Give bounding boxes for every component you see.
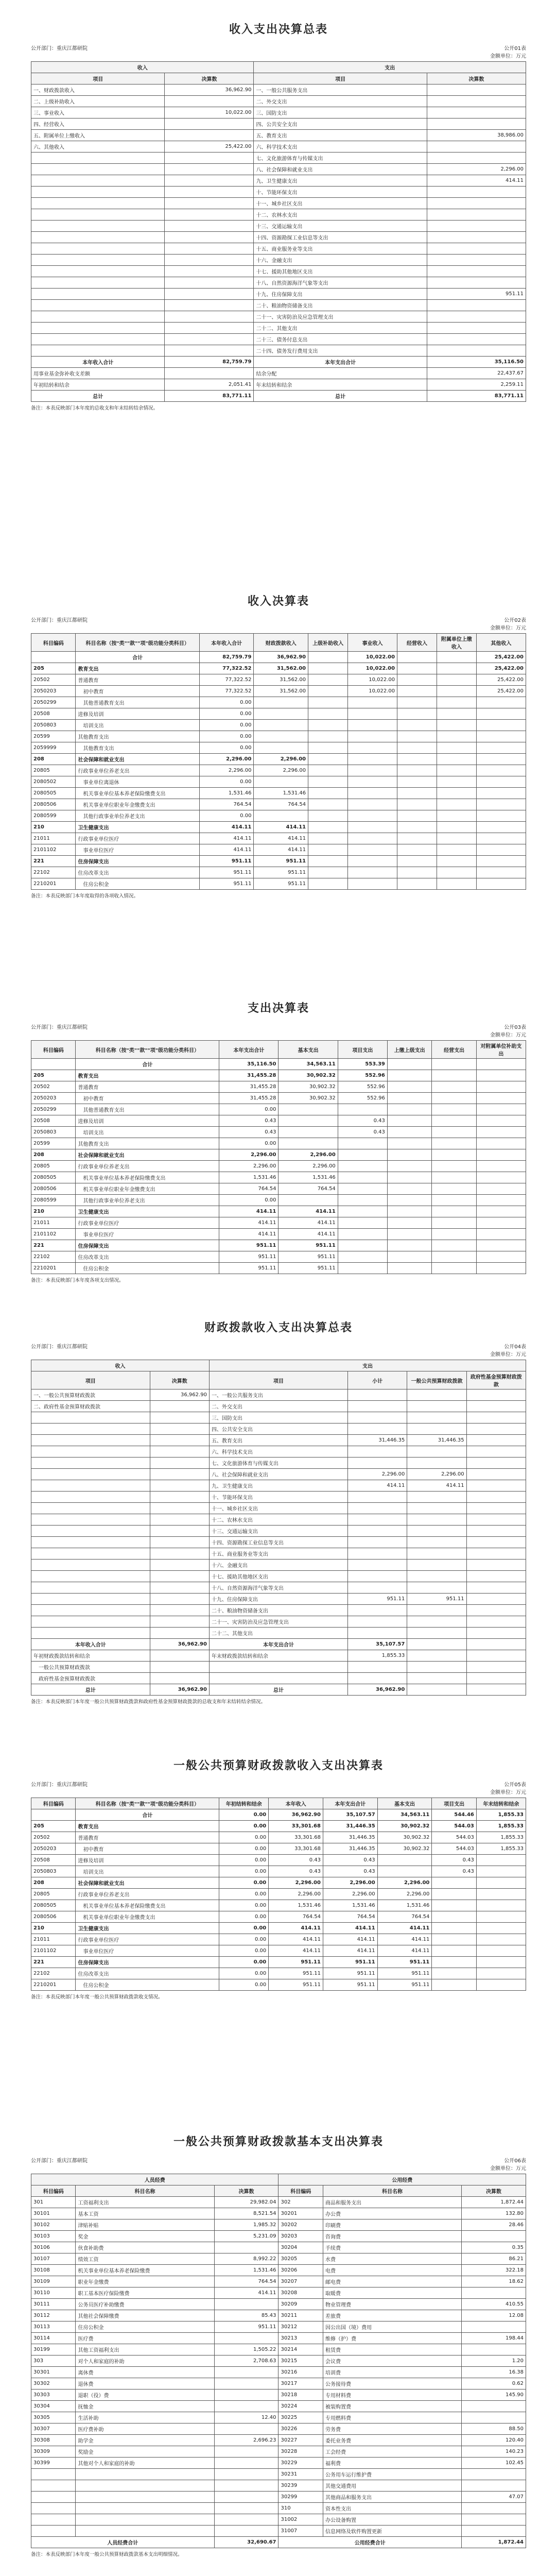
table-body xyxy=(31,84,526,357)
table-row: 30302 退休费 30217 公务接待费 0.62 xyxy=(31,2378,526,2389)
table-row: 310 资本性支出 xyxy=(31,2503,526,2514)
table-row: 八、社会保障和就业支出 2,296.00 2,296.00 xyxy=(31,1469,526,1480)
sheet-title: 收入支出决算总表 xyxy=(229,23,328,36)
table-row: 20508 进修及培训 0.00 xyxy=(31,708,526,720)
table-row: 一、财政拨款收入 36,962.90 一、一般公共服务支出 xyxy=(31,84,526,96)
sheet-meta xyxy=(31,1023,526,1038)
form-code: 公开02表 xyxy=(504,618,526,623)
form-meta xyxy=(490,2156,526,2172)
col-header: 事业收入 xyxy=(348,634,397,652)
table-row: 20502 普通教育 31,455.28 30,902.32 552.96 xyxy=(31,1081,526,1093)
col-item: 项目 xyxy=(31,73,165,84)
table-row: 本年收入合计 36,962.90 本年支出合计 35,107.57 xyxy=(31,1639,526,1650)
table-row: 2080505 机关事业单位基本养老保险缴费支出 1,531.46 1,531.46 xyxy=(31,1172,526,1183)
table-row: 三、事业收入 10,022.00 三、国防支出 xyxy=(31,107,526,118)
form-code: 公开05表 xyxy=(504,1782,526,1788)
table-row: 20502 普通教育 0.00 33,301.68 31,446.35 30,902.32 544.03 1,855.33 xyxy=(31,1832,526,1843)
table-row: 年初财政拨款结转和结余 年末财政拨款结转和结余 1,855.33 xyxy=(31,1650,526,1662)
table-row: 二十、粮油物资储备支出 xyxy=(31,1605,526,1616)
col-amount: 决算数 xyxy=(462,2185,526,2197)
table-row: 20508 进修及培训 0.43 0.43 xyxy=(31,1115,526,1127)
table-row: 30239 其他交通费用 xyxy=(31,2480,526,2492)
table-row: 303 对个人和家庭的补助 2,708.63 30215 会议费 1.20 xyxy=(31,2355,526,2367)
table-row: 2050299 其他普通教育支出 0.00 xyxy=(31,1104,526,1115)
table-row: 九、卫生健康支出 414.11 414.11 xyxy=(31,1480,526,1492)
table-row: 六、其他收入 25,422.00 六、科学技术支出 xyxy=(31,141,526,152)
unit-label: 公开部门：重庆江都研院 xyxy=(31,1025,88,1030)
table-row: 2101102 事业单位医疗 414.11 414.11 xyxy=(31,1229,526,1240)
col-header: 上级补助收入 xyxy=(308,634,348,652)
table-row: 22102 住房改革支出 951.11 951.11 xyxy=(31,1251,526,1263)
table-row: 2080505 机关事业单位基本养老保险缴费支出 0.00 1,531.46 1,531.46 1,531.46 xyxy=(31,1900,526,1911)
table-row: 210 卫生健康支出 0.00 414.11 414.11 414.11 xyxy=(31,1923,526,1934)
table-row: 20805 行政事业单位养老支出 2,296.00 2,296.00 xyxy=(31,765,526,776)
table-row: 30101 基本工资 8,521.54 30201 办公费 132.80 xyxy=(31,2208,526,2219)
money-unit: 金额单位：万元 xyxy=(490,1032,526,1038)
col-header: 其他收入 xyxy=(476,634,526,652)
sheet-meta xyxy=(31,2156,526,2172)
sheet-note: 备注：本表反映部门本年度取得的各项收入情况。 xyxy=(31,893,139,899)
col-header: 年初结转和结余 xyxy=(219,1798,269,1809)
sheet-note: 备注：本表反映部门本年度各项支出情况。 xyxy=(31,1278,124,1283)
sheet-income-detail xyxy=(31,592,526,899)
table-row: 2210201 住房公积金 951.11 951.11 xyxy=(31,1263,526,1274)
table-row: 合计 35,116.50 34,563.11 553.39 xyxy=(31,1059,526,1070)
table-row: 十九、住房保障支出 951.11 xyxy=(31,289,526,300)
col-amount: 决算数 xyxy=(165,73,254,84)
table-row: 20805 行政事业单位养老支出 0.00 2,296.00 2,296.00 2,296.00 xyxy=(31,1889,526,1900)
sheet-income-expense-summary xyxy=(31,21,526,411)
table-footer xyxy=(31,2537,526,2548)
table-row: 30112 其他社会保障缴费 85.43 30211 差旅费 12.08 xyxy=(31,2310,526,2321)
table-body xyxy=(31,2197,526,2537)
table-row: 30114 医疗费 30213 维修（护）费 198.44 xyxy=(31,2333,526,2344)
table-row: 21011 行政事业单位医疗 414.11 414.11 xyxy=(31,833,526,844)
table-row: 22102 住房改革支出 0.00 951.11 951.11 951.11 xyxy=(31,1968,526,1979)
expense-header: 支出 xyxy=(209,1360,526,1371)
form-code: 公开03表 xyxy=(504,1025,526,1030)
table-footer xyxy=(31,1639,526,1696)
col-code: 科目编码 xyxy=(31,2185,76,2197)
col-header: 本年收入合计 xyxy=(199,634,254,652)
money-unit: 金额单位：万元 xyxy=(490,625,526,631)
sheet-basic-expense xyxy=(31,2133,526,2557)
general-budget-table xyxy=(31,1798,526,1991)
table-row: 2050203 初中教育 31,455.28 30,902.32 552.96 xyxy=(31,1093,526,1104)
unit-label: 公开部门：重庆江都研院 xyxy=(31,618,88,623)
table-row: 2050203 初中教育 77,322.52 31,562.00 10,022.00 25,422.00 xyxy=(31,686,526,697)
table-row: 政府性基金预算财政拨款 xyxy=(31,1673,526,1684)
table-row: 30110 职工基本医疗保险缴费 414.11 30208 取暖费 xyxy=(31,2287,526,2299)
table-row: 30107 绩效工资 8,992.22 30205 水费 86.21 xyxy=(31,2253,526,2265)
table-row: 二、政府性基金预算财政拨款 二、外交支出 xyxy=(31,1401,526,1412)
table-row: 十二、农林水支出 xyxy=(31,209,526,221)
form-meta xyxy=(490,44,526,59)
table-row: 2050803 培训支出 0.00 0.43 0.43 0.43 xyxy=(31,1866,526,1877)
table-row: 总计 36,962.90 总计 36,962.90 xyxy=(31,1684,526,1696)
col-header: 对附属单位补助支出 xyxy=(476,1041,526,1059)
col-header: 项目支出 xyxy=(338,1041,387,1059)
table-row: 2050803 培训支出 0.00 xyxy=(31,720,526,731)
table-row: 21011 行政事业单位医疗 0.00 414.11 414.11 414.11 xyxy=(31,1934,526,1945)
table-row: 30303 退职（役）费 30218 专用材料费 145.90 xyxy=(31,2389,526,2401)
sheet-meta xyxy=(31,1780,526,1795)
table-row: 2101102 事业单位医疗 0.00 414.11 414.11 414.11 xyxy=(31,1945,526,1957)
table-row: 合计 82,759.79 36,962.90 10,022.00 25,422.00 xyxy=(31,652,526,663)
table-row: 21011 行政事业单位医疗 414.11 414.11 xyxy=(31,1217,526,1229)
money-unit: 金额单位：万元 xyxy=(490,54,526,59)
table-row: 一般公共预算财政拨款 xyxy=(31,1662,526,1673)
income-header: 收入 xyxy=(31,62,254,73)
col-header: 附属单位上缴收入 xyxy=(437,634,476,652)
table-row: 208 社会保障和就业支出 2,296.00 2,296.00 xyxy=(31,1149,526,1161)
table-row: 十、节能环保支出 xyxy=(31,187,526,198)
form-code: 公开04表 xyxy=(504,1344,526,1350)
table-row: 二十一、灾害防治及应急管理支出 xyxy=(31,1616,526,1628)
table-row: 30308 助学金 2,696.23 30227 委托业务费 120.40 xyxy=(31,2435,526,2446)
income-table xyxy=(31,633,526,890)
col-header: 经营支出 xyxy=(432,1041,476,1059)
col-general-budget: 一般公共预算财政拨款 xyxy=(407,1371,466,1389)
col-code: 科目编码 xyxy=(31,1798,76,1809)
col-fund-budget: 政府性基金预算财政拨款 xyxy=(466,1371,526,1389)
sheet-expense-detail xyxy=(31,999,526,1283)
table-row: 2080505 机关事业单位基本养老保险缴费支出 1,531.46 1,531.46 xyxy=(31,788,526,799)
table-row: 十八、自然资源海洋气象等支出 xyxy=(31,1582,526,1594)
unit-label: 公开部门：重庆江都研院 xyxy=(31,1782,88,1788)
table-row: 2210201 住房公积金 951.11 951.11 xyxy=(31,878,526,890)
sheet-note: 备注：本表反映部门本年度的总收支和年末结转结余情况。 xyxy=(31,405,159,411)
unit-label: 公开部门：重庆江都研院 xyxy=(31,2158,88,2164)
table-row: 30199 其他工资福利支出 1,505.22 30214 租赁费 xyxy=(31,2344,526,2355)
table-row: 2080506 机关事业单位职业年金缴费支出 0.00 764.54 764.54 764.54 xyxy=(31,1911,526,1923)
table-row: 2080502 事业单位离退休 0.00 xyxy=(31,776,526,788)
col-header: 本年支出合计 xyxy=(323,1798,377,1809)
table-row: 2101102 事业单位医疗 414.11 414.11 xyxy=(31,844,526,856)
table-row: 年初结转和结余 2,051.41 年末结转和结余 2,259.11 xyxy=(31,379,526,391)
table-row: 30301 离休费 30216 培训费 16.38 xyxy=(31,2367,526,2378)
col-name: 科目名称（按"类""款""项"级功能分类科目） xyxy=(76,1798,219,1809)
income-header: 收入 xyxy=(31,1360,210,1371)
sheet-meta xyxy=(31,44,526,59)
col-header: 年末结转和结余 xyxy=(476,1798,526,1809)
table-row: 30106 伙食补助费 30204 手续费 0.35 xyxy=(31,2242,526,2253)
form-code: 公开01表 xyxy=(504,46,526,52)
col-header: 基本支出 xyxy=(377,1798,432,1809)
table-row: 十一、城乡社区支出 xyxy=(31,198,526,209)
col-name: 科目名称 xyxy=(323,2185,461,2197)
unit-label: 公开部门：重庆江都研院 xyxy=(31,1344,88,1350)
col-code: 科目编码 xyxy=(31,634,76,652)
public-header: 公用经费 xyxy=(278,2174,526,2185)
table-row: 十六、金融支出 xyxy=(31,255,526,266)
table-row: 用事业基金弥补收支差额 结余分配 22,437.67 xyxy=(31,368,526,379)
form-meta xyxy=(490,616,526,631)
table-row: 30103 奖金 5,231.09 30203 咨询费 xyxy=(31,2231,526,2242)
sheet-note: 备注：本表反映部门本年度一般公共预算财政拨款基本支出明细情况。 xyxy=(31,2552,183,2557)
personnel-header: 人员经费 xyxy=(31,2174,278,2185)
table-row: 30113 住房公积金 951.11 30212 因公出国（境）费用 xyxy=(31,2321,526,2333)
col-header: 本年支出合计 xyxy=(219,1041,278,1059)
col-code: 科目编码 xyxy=(31,1041,76,1059)
table-row: 2210201 住房公积金 0.00 951.11 951.11 951.11 xyxy=(31,1979,526,1991)
table-row: 十七、援助其他地区支出 xyxy=(31,1571,526,1582)
sheet-fiscal-summary xyxy=(31,1319,526,1705)
table-row: 十五、商业服务业等支出 xyxy=(31,243,526,255)
table-row: 九、卫生健康支出 414.11 xyxy=(31,175,526,187)
table-row: 总计 83,771.11 总计 83,771.11 xyxy=(31,391,526,402)
table-row: 20502 普通教育 77,322.52 31,562.00 10,022.00 25,422.00 xyxy=(31,674,526,686)
col-header: 项目支出 xyxy=(432,1798,476,1809)
table-row: 二、上级补助收入 二、外交支出 xyxy=(31,96,526,107)
table-body xyxy=(31,652,526,890)
table-row: 208 社会保障和就业支出 0.00 2,296.00 2,296.00 2,296.00 xyxy=(31,1877,526,1889)
col-name: 科目名称 xyxy=(76,2185,214,2197)
table-row: 一、一般公共预算财政拨款 36,962.90 一、一般公共服务支出 xyxy=(31,1389,526,1401)
table-row: 2080599 其他行政事业单位养老支出 0.00 xyxy=(31,810,526,822)
col-header: 财政拨款收入 xyxy=(254,634,308,652)
table-row: 十、节能环保支出 xyxy=(31,1492,526,1503)
sheet-title: 收入决算表 xyxy=(247,595,309,608)
table-row: 二十二、其他支出 xyxy=(31,323,526,334)
table-row: 五、教育支出 31,446.35 31,446.35 xyxy=(31,1435,526,1446)
col-name: 科目名称（按"类""款""项"级功能分类科目） xyxy=(76,634,199,652)
table-row: 30309 奖励金 30228 工会经费 140.23 xyxy=(31,2446,526,2458)
table-row: 二十二、其他支出 xyxy=(31,1628,526,1639)
table-row: 30299 其他商品和服务支出 47.07 xyxy=(31,2492,526,2503)
table-row: 221 住房保障支出 951.11 951.11 xyxy=(31,856,526,867)
table-row: 2050803 培训支出 0.43 0.43 xyxy=(31,1127,526,1138)
col-item: 项目 xyxy=(254,73,427,84)
table-row: 30399 其他对个人和家庭的补助 30229 福利费 102.45 xyxy=(31,2458,526,2469)
table-body xyxy=(31,1809,526,1991)
table-row: 20805 行政事业单位养老支出 2,296.00 2,296.00 xyxy=(31,1161,526,1172)
table-row: 十九、住房保障支出 951.11 951.11 xyxy=(31,1594,526,1605)
col-subtotal: 小计 xyxy=(348,1371,407,1389)
sheet-title: 财政拨款收入支出决算总表 xyxy=(204,1321,353,1334)
table-row: 2080506 机关事业单位职业年金缴费支出 764.54 764.54 xyxy=(31,1183,526,1195)
basic-expense-table xyxy=(31,2174,526,2548)
table-row: 20599 其他教育支出 0.00 xyxy=(31,1138,526,1149)
form-meta xyxy=(490,1342,526,1358)
col-item: 项目 xyxy=(31,1371,150,1389)
table-row: 人员经费合计 32,690.67 公用经费合计 1,872.44 xyxy=(31,2537,526,2548)
col-header: 经营收入 xyxy=(397,634,437,652)
sheet-title: 支出决算表 xyxy=(247,1002,309,1015)
form-meta xyxy=(490,1023,526,1038)
col-name: 科目名称（按"类""款""项"级功能分类科目） xyxy=(76,1041,219,1059)
table-row: 22102 住房改革支出 951.11 951.11 xyxy=(31,867,526,878)
table-row: 五、附属单位上缴收入 五、教育支出 38,986.00 xyxy=(31,130,526,141)
table-row: 30307 医疗费补助 30226 劳务费 88.50 xyxy=(31,2424,526,2435)
table-row: 205 教育支出 0.00 33,301.68 31,446.35 30,902.32 544.03 1,855.33 xyxy=(31,1821,526,1832)
summary-table xyxy=(31,61,526,402)
table-row: 30305 生活补助 12.40 30225 专用燃料费 xyxy=(31,2412,526,2424)
table-row: 2050299 其他普通教育支出 0.00 xyxy=(31,697,526,708)
table-row: 205 教育支出 31,455.28 30,902.32 552.96 xyxy=(31,1070,526,1081)
money-unit: 金额单位：万元 xyxy=(490,2166,526,2172)
table-row: 208 社会保障和就业支出 2,296.00 2,296.00 xyxy=(31,754,526,765)
table-row: 20599 其他教育支出 0.00 xyxy=(31,731,526,742)
expense-table xyxy=(31,1040,526,1274)
sheet-title: 一般公共预算财政拨款基本支出决算表 xyxy=(173,2135,384,2148)
table-row: 二十四、债务发行费用支出 xyxy=(31,345,526,357)
sheet-note: 备注：本表反映部门本年度一般公共预算财政拨款和政府性基金预算财政拨款的总收支和年末结转结余情况。 xyxy=(31,1699,266,1705)
money-unit: 金额单位：万元 xyxy=(490,1352,526,1358)
table-row: 2080599 其他行政事业单位养老支出 0.00 xyxy=(31,1195,526,1206)
sheet-meta xyxy=(31,616,526,631)
form-meta xyxy=(490,1780,526,1795)
table-row: 四、经营收入 四、公共安全支出 xyxy=(31,118,526,130)
table-footer xyxy=(31,357,526,402)
table-row: 31002 办公设备购置 xyxy=(31,2514,526,2526)
table-row: 30231 公务用车运行维护费 xyxy=(31,2469,526,2480)
table-row: 七、文化旅游体育与传媒支出 xyxy=(31,152,526,164)
table-row: 本年收入合计 82,759.79 本年支出合计 35,116.50 xyxy=(31,357,526,368)
table-row: 205 教育支出 77,322.52 31,562.00 10,022.00 25,422.00 xyxy=(31,663,526,674)
table-row: 210 卫生健康支出 414.11 414.11 xyxy=(31,822,526,833)
table-row: 十六、金融支出 xyxy=(31,1560,526,1571)
col-header: 基本支出 xyxy=(278,1041,338,1059)
table-row: 八、社会保障和就业支出 2,296.00 xyxy=(31,164,526,175)
col-header: 本年收入 xyxy=(269,1798,323,1809)
table-row: 十七、援助其他地区支出 xyxy=(31,266,526,277)
col-amount: 决算数 xyxy=(427,73,526,84)
table-row: 十四、资源勘探工业信息等支出 xyxy=(31,1537,526,1548)
table-row: 二十、粮油物资储备支出 xyxy=(31,300,526,311)
table-row: 六、科学技术支出 xyxy=(31,1446,526,1458)
col-item: 项目 xyxy=(209,1371,347,1389)
table-row: 20508 进修及培训 0.00 0.43 0.43 0.43 xyxy=(31,1855,526,1866)
sheet-general-budget xyxy=(31,1757,526,2000)
table-body xyxy=(31,1059,526,1274)
table-body xyxy=(31,1389,526,1639)
table-row: 十二、农林水支出 xyxy=(31,1514,526,1526)
col-code: 科目编码 xyxy=(278,2185,323,2197)
sheet-meta xyxy=(31,1342,526,1358)
table-row: 30108 机关事业单位基本养老保险缴费 1,531.46 30206 电费 322.18 xyxy=(31,2265,526,2276)
form-code: 公开06表 xyxy=(504,2158,526,2164)
table-row: 四、公共安全支出 xyxy=(31,1423,526,1435)
table-row: 二十三、债务付息支出 xyxy=(31,334,526,345)
table-row: 2080506 机关事业单位职业年金缴费支出 764.54 764.54 xyxy=(31,799,526,810)
table-row: 2059999 其他教育支出 0.00 xyxy=(31,742,526,754)
table-row: 30111 公务员医疗补助缴费 30209 物业管理费 410.55 xyxy=(31,2299,526,2310)
table-row: 30304 抚恤金 30224 被装购置费 xyxy=(31,2401,526,2412)
table-row: 210 卫生健康支出 414.11 414.11 xyxy=(31,1206,526,1217)
sheet-title: 一般公共预算财政拨款收入支出决算表 xyxy=(173,1759,384,1772)
table-row: 十三、交通运输支出 xyxy=(31,221,526,232)
table-row: 30102 津贴补贴 1,985.32 30202 印刷费 28.46 xyxy=(31,2219,526,2231)
table-row: 2050203 初中教育 0.00 33,301.68 31,446.35 30,902.32 544.03 1,855.33 xyxy=(31,1843,526,1855)
table-row: 十五、商业服务业等支出 xyxy=(31,1548,526,1560)
table-row: 十一、城乡社区支出 xyxy=(31,1503,526,1514)
col-header: 上缴上级支出 xyxy=(387,1041,431,1059)
fiscal-summary-table xyxy=(31,1360,526,1696)
table-row: 221 住房保障支出 951.11 951.11 xyxy=(31,1240,526,1251)
expense-header: 支出 xyxy=(254,62,526,73)
table-row: 十三、交通运输支出 xyxy=(31,1526,526,1537)
table-row: 合计 0.00 36,962.90 35,107.57 34,563.11 544.46 1,855.33 xyxy=(31,1809,526,1821)
table-row: 七、文化旅游体育与传媒支出 xyxy=(31,1458,526,1469)
unit-label: 公开部门：重庆江都研院 xyxy=(31,46,88,52)
col-amount: 决算数 xyxy=(214,2185,278,2197)
table-row: 221 住房保障支出 0.00 951.11 951.11 951.11 xyxy=(31,1957,526,1968)
table-row: 二十一、灾害防治及应急管理支出 xyxy=(31,311,526,323)
money-unit: 金额单位：万元 xyxy=(490,1790,526,1795)
col-amount: 决算数 xyxy=(150,1371,209,1389)
table-row: 十八、自然资源海洋气象等支出 xyxy=(31,277,526,289)
table-row: 301 工资福利支出 29,982.04 302 商品和服务支出 1,872.44 xyxy=(31,2197,526,2208)
table-row: 十四、资源勘探工业信息等支出 xyxy=(31,232,526,243)
sheet-note: 备注：本表反映部门本年度一般公共预算财政拨款收支情况。 xyxy=(31,1994,163,2000)
table-row: 31007 信息网络及软件购置更新 xyxy=(31,2526,526,2537)
table-row: 30109 职业年金缴费 764.54 30207 邮电费 18.62 xyxy=(31,2276,526,2287)
table-row: 三、国防支出 xyxy=(31,1412,526,1423)
